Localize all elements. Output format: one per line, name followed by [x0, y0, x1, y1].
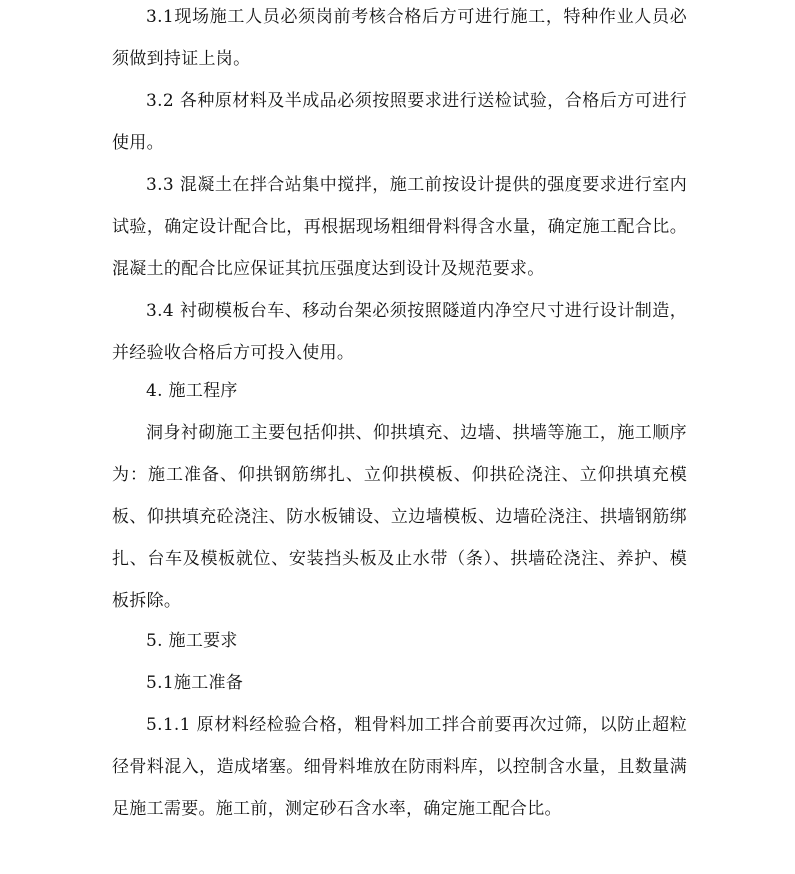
- paragraph-3-4: 3.4 衬砌模板台车、移动台架必须按照隧道内净空尺寸进行设计制造，并经验收合格后方可投入使用。: [112, 301, 687, 363]
- paragraph-construction-sequence: 洞身衬砌施工主要包括仰拱、仰拱填充、边墙、拱墙等施工，施工顺序为：施工准备、仰拱钢筋绑扎、立仰拱模板、仰拱砼浇注、立仰拱填充模板、仰拱填充砼浇注、防水板铺设、立边墙模板、边墙砼浇注、拱墙钢筋绑扎、台车及模板就位、安装挡头板及止水带（条）、拱墙砼浇注、养护、模板拆除。: [112, 423, 687, 611]
- heading-4: 4. 施工程序: [146, 381, 238, 401]
- paragraph-5-1-1: 5.1.1 原材料经检验合格，粗骨料加工拌合前要再次过筛，以防止超粒径骨料混入，造成堵塞。细骨料堆放在防雨料库，以控制含水量，且数量满足施工需要。施工前，测定砂石含水率，确定施工配合比。: [112, 715, 687, 819]
- paragraph-3-1: 3.1现场施工人员必须岗前考核合格后方可进行施工，特种作业人员必须做到持证上岗。: [112, 7, 687, 69]
- paragraph-3-2: 3.2 各种原材料及半成品必须按照要求进行送检试验，合格后方可进行使用。: [112, 91, 687, 153]
- heading-5: 5. 施工要求: [146, 631, 238, 651]
- heading-5-1: 5.1施工准备: [146, 673, 244, 693]
- paragraph-3-3: 3.3 混凝土在拌合站集中搅拌，施工前按设计提供的强度要求进行室内试验，确定设计配合比，再根据现场粗细骨料得含水量，确定施工配合比。混凝土的配合比应保证其抗压强度达到设计及规范要求。: [112, 175, 687, 279]
